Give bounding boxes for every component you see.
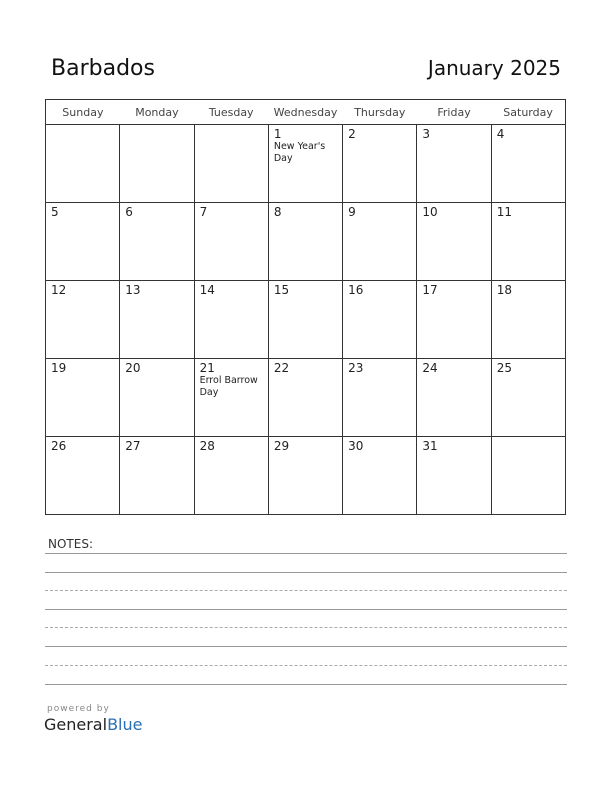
brand-name <box>44 715 142 734</box>
note-line <box>45 590 567 591</box>
day-number: 1 <box>273 127 282 141</box>
note-line <box>45 572 567 573</box>
brand-name-main: General <box>44 715 108 734</box>
day-number: 27 <box>125 439 141 453</box>
day-number: 29 <box>273 439 290 453</box>
day-number: 26 <box>51 439 67 453</box>
holiday-label: Errol Barrow Day <box>199 375 258 398</box>
day-number: 8 <box>273 205 282 219</box>
day-number: 7 <box>199 205 208 219</box>
note-line <box>45 609 567 610</box>
day-number: 13 <box>125 283 141 297</box>
week-row <box>46 437 566 515</box>
weekday-header-row <box>46 100 566 125</box>
day-cell <box>343 359 417 437</box>
day-cell <box>417 125 491 203</box>
day-number: 31 <box>422 439 438 453</box>
day-number: 23 <box>348 361 364 375</box>
day-cell <box>194 281 268 359</box>
day-cell <box>343 203 417 281</box>
day-cell <box>417 437 491 515</box>
day-number: 5 <box>51 205 59 219</box>
week-row <box>46 125 566 203</box>
week-row <box>46 203 566 281</box>
day-number: 17 <box>422 283 438 297</box>
day-number: 24 <box>422 361 438 375</box>
day-number: 25 <box>496 361 512 375</box>
day-cell <box>194 437 268 515</box>
day-cell <box>120 125 194 203</box>
day-cell <box>120 437 194 515</box>
note-line <box>45 665 567 666</box>
day-cell <box>417 203 491 281</box>
day-cell <box>491 437 565 515</box>
notes-label: NOTES: <box>48 537 93 551</box>
country-title: Barbados <box>51 56 155 81</box>
day-number: 12 <box>51 283 67 297</box>
day-cell <box>46 281 120 359</box>
day-cell <box>194 359 268 437</box>
weekday-header: Friday <box>417 100 491 125</box>
day-cell <box>343 437 417 515</box>
day-number: 15 <box>273 283 290 297</box>
weekday-header: Tuesday <box>194 100 268 125</box>
week-row <box>46 281 566 359</box>
day-cell <box>120 359 194 437</box>
day-number: 30 <box>348 439 364 453</box>
powered-by-text: powered by <box>47 704 110 714</box>
day-cell <box>46 203 120 281</box>
day-number: 22 <box>273 361 290 375</box>
day-cell <box>46 437 120 515</box>
day-number: 6 <box>125 205 133 219</box>
weekday-header: Sunday <box>46 100 120 125</box>
weekday-header: Wednesday <box>268 100 342 125</box>
day-number: 18 <box>496 283 512 297</box>
day-cell <box>491 281 565 359</box>
day-cell <box>417 359 491 437</box>
day-cell <box>268 203 342 281</box>
day-cell <box>120 203 194 281</box>
day-number: 9 <box>348 205 356 219</box>
day-number: 4 <box>496 127 505 141</box>
day-number: 11 <box>496 205 512 219</box>
weekday-header: Monday <box>120 100 194 125</box>
calendar-grid <box>45 99 566 515</box>
note-line <box>45 646 567 647</box>
day-cell <box>343 125 417 203</box>
day-number: 20 <box>125 361 141 375</box>
day-cell <box>491 359 565 437</box>
brand-name-accent: Blue <box>107 715 143 734</box>
day-cell <box>268 437 342 515</box>
day-cell <box>46 359 120 437</box>
day-number: 14 <box>199 283 215 297</box>
day-cell <box>417 281 491 359</box>
generalblue-logo <box>44 704 142 734</box>
day-cell <box>194 203 268 281</box>
weekday-header: Saturday <box>491 100 565 125</box>
weekday-header: Thursday <box>343 100 417 125</box>
note-line <box>45 684 567 685</box>
day-cell <box>46 125 120 203</box>
day-number: 21 <box>199 361 215 375</box>
day-number: 16 <box>348 283 364 297</box>
holiday-label: New Year's Day <box>273 141 326 164</box>
day-cell <box>491 125 565 203</box>
day-number: 3 <box>422 127 431 141</box>
day-number: 19 <box>51 361 67 375</box>
day-cell <box>194 125 268 203</box>
day-cell <box>491 203 565 281</box>
week-row <box>46 359 566 437</box>
day-number: 10 <box>422 205 438 219</box>
day-number: 28 <box>199 439 215 453</box>
day-cell <box>343 281 417 359</box>
day-cell <box>268 281 342 359</box>
note-line <box>45 627 567 628</box>
day-number: 2 <box>348 127 356 141</box>
day-cell <box>268 125 342 203</box>
note-line <box>45 553 567 554</box>
month-year-title: January 2025 <box>427 56 561 80</box>
day-cell <box>268 359 342 437</box>
day-cell <box>120 281 194 359</box>
